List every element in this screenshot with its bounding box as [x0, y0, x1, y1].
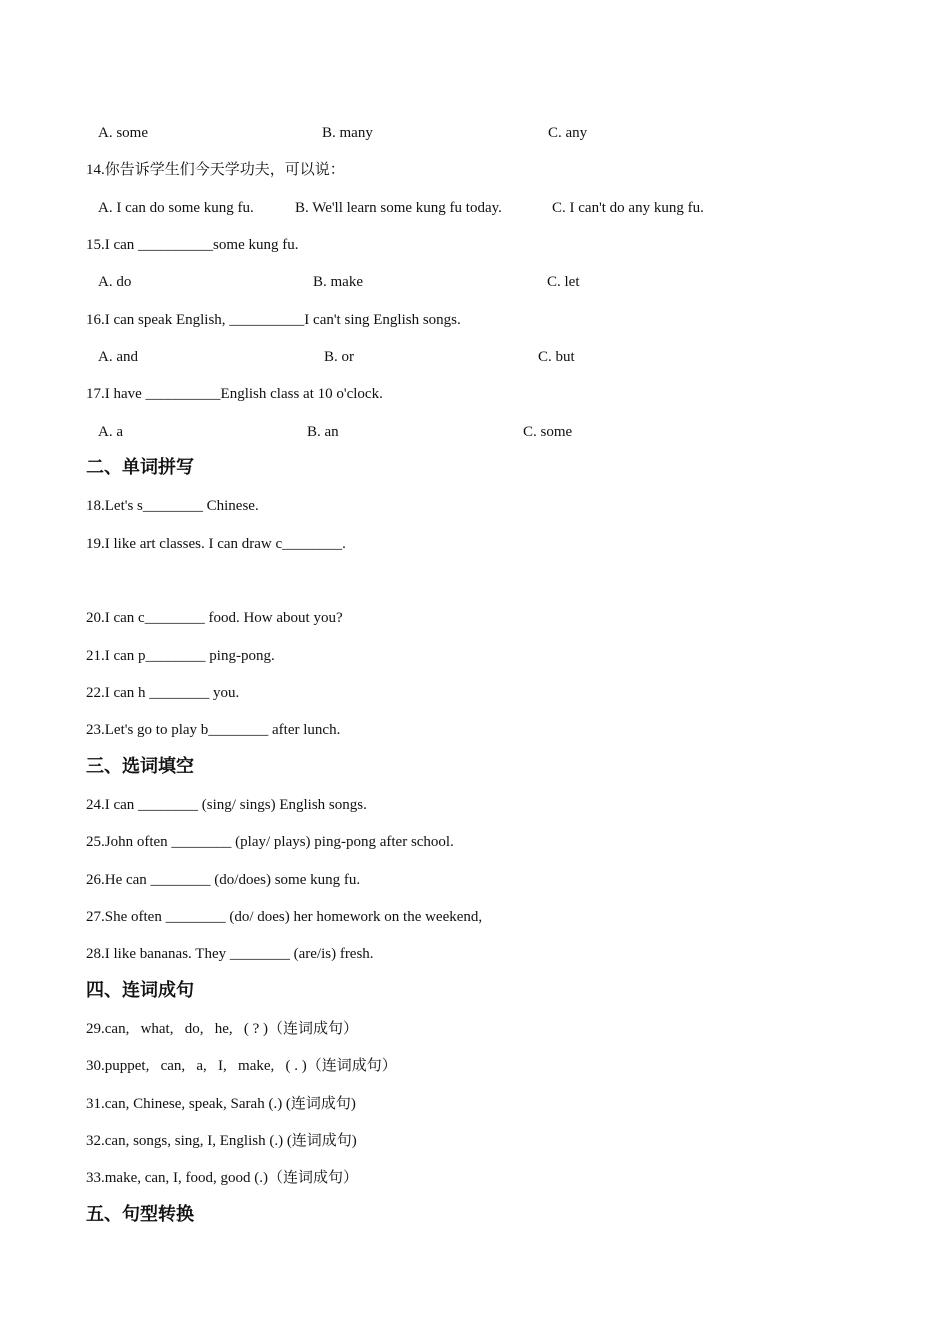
q15-option-c: C. let [547, 274, 580, 290]
q16-option-a: A. and [98, 349, 138, 365]
q14-option-a: A. I can do some kung fu. [98, 200, 254, 216]
q30-question: 30.puppet, can, a, I, make, ( . )（连词成句） [86, 1058, 397, 1074]
q16-option-b: B. or [324, 349, 354, 365]
q14-question: 14.你告诉学生们今天学功夫，可以说： [86, 162, 345, 178]
q17-option-b: B. an [307, 424, 339, 440]
q13-option-b: B. many [322, 125, 373, 141]
q13-option-c: C. any [548, 125, 588, 141]
q15-option-b: B. make [313, 274, 363, 290]
q31-question: 31.can, Chinese, speak, Sarah (.) (连词成句) [86, 1096, 356, 1112]
q29-question: 29.can, what, do, he, ( ? )（连词成句） [86, 1021, 359, 1037]
q25-question: 25.John often ________ (play/ plays) ping-pong after school. [86, 834, 454, 850]
q23-question: 23.Let's go to play b________ after lunch. [86, 722, 341, 738]
q28-question: 28.I like bananas. They ________ (are/is) fresh. [86, 946, 374, 962]
q22-question: 22.I can h ________ you. [86, 685, 240, 701]
section-heading-order: 四、连词成句 [86, 980, 194, 1001]
q17-option-c: C. some [523, 424, 573, 440]
q16-question: 16.I can speak English, __________I can't sing English songs. [86, 312, 461, 328]
q17-question: 17.I have __________English class at 10 o'clock. [86, 386, 383, 402]
q13-option-a: A. some [98, 125, 148, 141]
q14-option-b: B. We'll learn some kung fu today. [295, 200, 502, 216]
q26-question: 26.He can ________ (do/does) some kung fu. [86, 872, 361, 888]
q32-question: 32.can, songs, sing, I, English (.) (连词成句) [86, 1133, 357, 1149]
q21-question: 21.I can p________ ping-pong. [86, 648, 275, 664]
q18-question: 18.Let's s________ Chinese. [86, 498, 259, 514]
section-heading-fill: 三、选词填空 [86, 756, 194, 777]
q20-question: 20.I can c________ food. How about you? [86, 610, 343, 626]
q33-question: 33.make, can, I, food, good (.)（连词成句） [86, 1170, 359, 1186]
q15-question: 15.I can __________some kung fu. [86, 237, 299, 253]
q24-question: 24.I can ________ (sing/ sings) English songs. [86, 797, 367, 813]
q17-option-a: A. a [98, 424, 123, 440]
section-heading-transform: 五、句型转换 [86, 1204, 194, 1225]
q19-question: 19.I like art classes. I can draw c________. [86, 536, 346, 552]
q27-question: 27.She often ________ (do/ does) her homework on the weekend, [86, 909, 483, 925]
q14-option-c: C. I can't do any kung fu. [552, 200, 704, 216]
q15-option-a: A. do [98, 274, 132, 290]
q16-option-c: C. but [538, 349, 575, 365]
section-heading-spelling: 二、单词拼写 [86, 457, 194, 478]
